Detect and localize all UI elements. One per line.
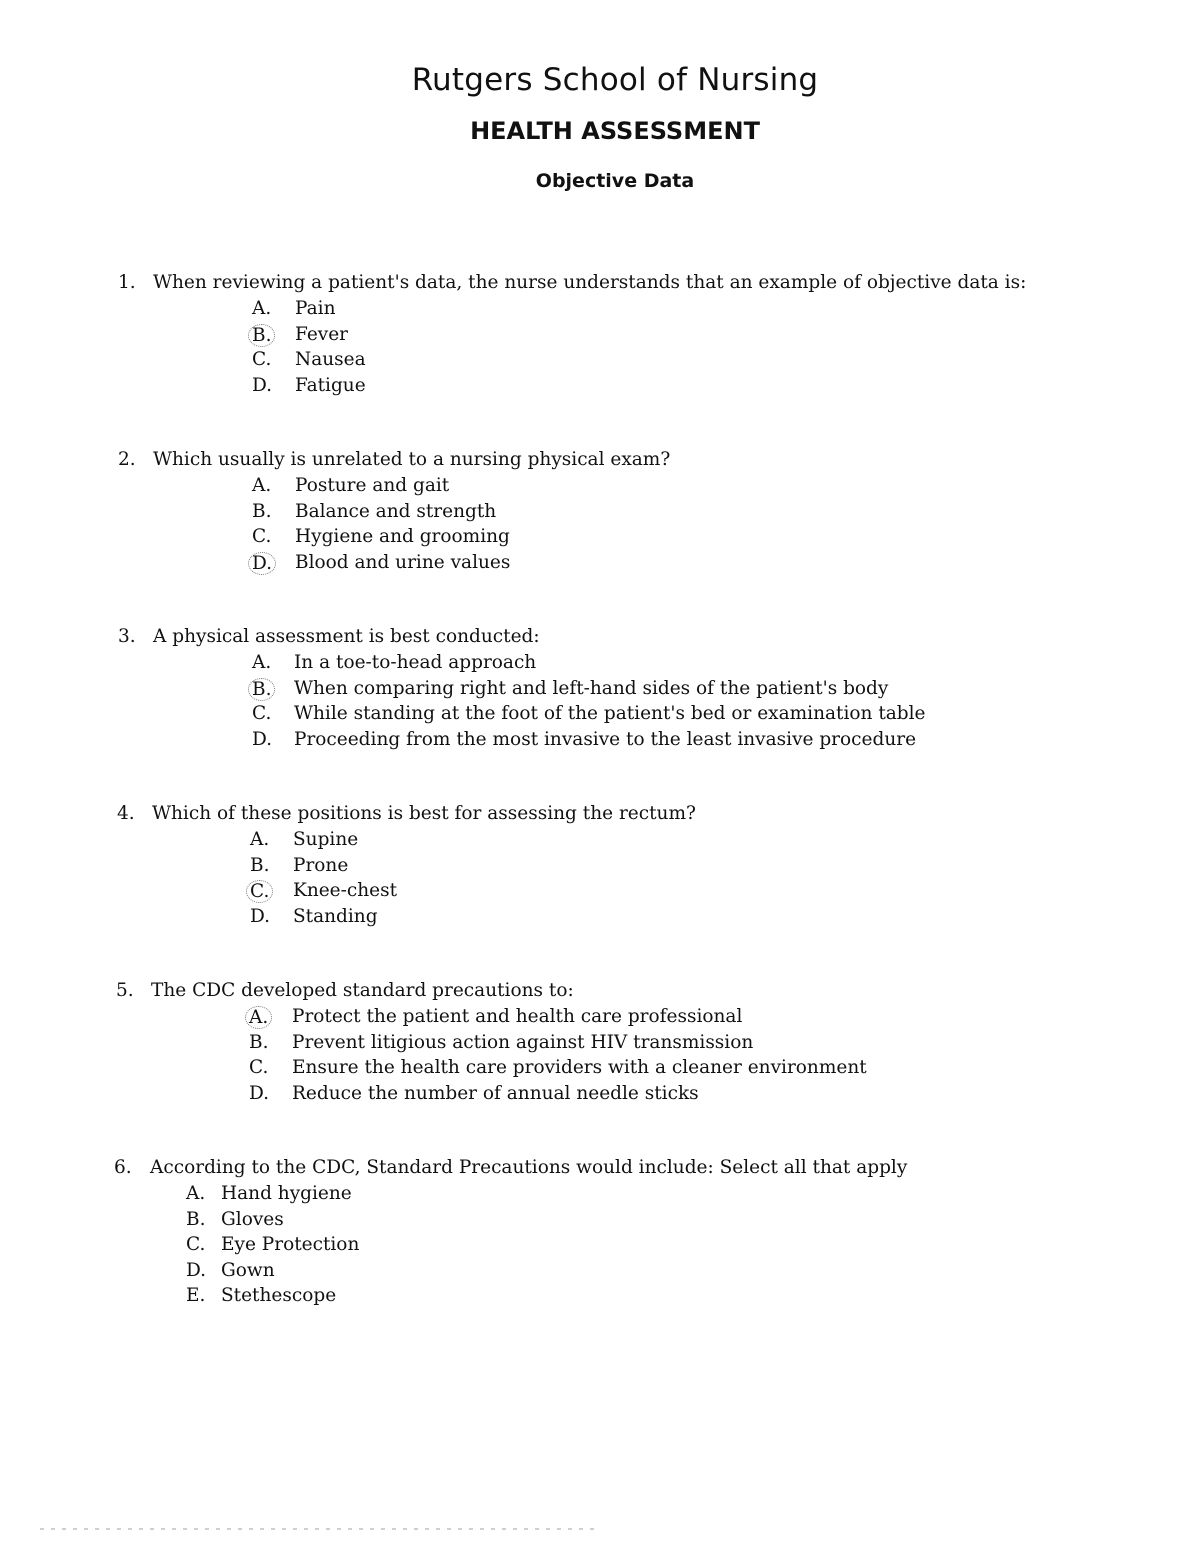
answer-option	[0, 349, 1200, 375]
question-number: 5.	[116, 980, 134, 1001]
answer-option	[0, 678, 1200, 704]
scan-artifact	[40, 1528, 600, 1530]
option-text: Pain	[295, 298, 336, 319]
option-text: Blood and urine values	[295, 551, 511, 573]
option-text: Stethescope	[221, 1285, 337, 1306]
option-letter: D.	[252, 728, 273, 750]
option-letter: B.	[248, 324, 275, 347]
option-letter: B.	[250, 854, 270, 876]
option-text: Balance and strength	[295, 500, 497, 522]
option-letter: C.	[252, 703, 272, 724]
question-text: A physical assessment is best conducted:	[153, 626, 540, 647]
option-text: Supine	[293, 829, 359, 850]
answer-option	[0, 552, 1200, 578]
answer-option	[0, 1032, 1200, 1058]
option-letter: A.	[252, 298, 272, 319]
document-subtitle: Objective Data	[535, 170, 695, 192]
answer-option	[0, 1057, 1200, 1083]
question-number: 4.	[117, 803, 135, 824]
answer-option	[0, 475, 1200, 501]
option-letter: A.	[252, 652, 272, 673]
answer-option	[0, 1260, 1200, 1286]
option-letter: B.	[249, 1031, 269, 1053]
option-text: Hygiene and grooming	[295, 526, 510, 547]
question-number: 1.	[118, 272, 136, 293]
question-number: 3.	[118, 626, 136, 647]
question-number: 6.	[114, 1157, 132, 1178]
option-text: While standing at the foot of the patient's bed or examination table	[294, 703, 926, 724]
option-letter: D.	[249, 1082, 270, 1104]
option-text: Knee-chest	[293, 880, 398, 901]
question-number: 2.	[118, 449, 136, 470]
question-text: When reviewing a patient's data, the nurse understands that an example of objective data is:	[153, 272, 1027, 293]
option-letter: D.	[252, 374, 273, 396]
answer-option	[0, 1234, 1200, 1260]
question-text: Which of these positions is best for assessing the rectum?	[152, 803, 696, 824]
option-text: Proceeding from the most invasive to the least invasive procedure	[294, 728, 917, 750]
answer-option	[0, 298, 1200, 324]
option-letter: B.	[186, 1208, 206, 1230]
option-text: Fatigue	[295, 374, 366, 396]
option-letter: D.	[250, 905, 271, 927]
question-6	[0, 1157, 1200, 1311]
option-text: Ensure the health care providers with a cleaner environment	[292, 1057, 867, 1078]
question-text: Which usually is unrelated to a nursing physical exam?	[153, 449, 671, 470]
option-text: In a toe-to-head approach	[294, 652, 537, 673]
option-letter: D.	[248, 552, 276, 575]
answer-option	[0, 1006, 1200, 1032]
option-text: Standing	[293, 905, 378, 927]
option-letter: C.	[252, 526, 272, 547]
option-text: Gown	[221, 1259, 275, 1281]
question-text: According to the CDC, Standard Precautions would include: Select all that apply	[150, 1157, 908, 1178]
option-letter: A.	[252, 475, 272, 496]
option-letter: B.	[252, 500, 272, 522]
option-text: Fever	[295, 323, 349, 345]
answer-option	[0, 906, 1200, 932]
answer-option	[0, 501, 1200, 527]
answer-option	[0, 375, 1200, 401]
answer-option	[0, 1209, 1200, 1235]
answer-option	[0, 829, 1200, 855]
option-letter: C.	[252, 349, 272, 370]
option-text: Gloves	[221, 1208, 284, 1230]
option-text: Nausea	[295, 349, 366, 370]
document-title: HEALTH ASSESSMENT	[470, 117, 760, 145]
option-letter: C.	[249, 1057, 269, 1078]
question-text: The CDC developed standard precautions to:	[151, 980, 574, 1001]
option-letter: C.	[186, 1234, 206, 1255]
answer-option	[0, 703, 1200, 729]
option-letter: C.	[246, 880, 273, 903]
answer-option	[0, 324, 1200, 350]
question-1	[0, 272, 1200, 400]
option-text: Prevent litigious action against HIV transmission	[292, 1031, 754, 1053]
option-letter: A.	[186, 1183, 206, 1204]
option-letter: E.	[186, 1285, 206, 1306]
answer-option	[0, 526, 1200, 552]
question-3	[0, 626, 1200, 754]
option-text: Hand hygiene	[221, 1183, 352, 1204]
option-letter: B.	[248, 678, 275, 701]
option-letter: D.	[186, 1259, 207, 1281]
answer-option	[0, 1183, 1200, 1209]
option-text: Reduce the number of annual needle sticks	[292, 1082, 699, 1104]
option-text: Posture and gait	[295, 475, 450, 496]
option-text: When comparing right and left-hand sides of the patient's body	[294, 677, 889, 699]
answer-option	[0, 855, 1200, 881]
answer-option	[0, 1285, 1200, 1311]
option-text: Prone	[293, 854, 349, 876]
answer-option	[0, 1083, 1200, 1109]
question-4	[0, 803, 1200, 931]
school-name: Rutgers School of Nursing	[411, 62, 819, 98]
answer-option	[0, 880, 1200, 906]
option-letter: A.	[245, 1006, 272, 1029]
answer-option	[0, 729, 1200, 755]
question-5	[0, 980, 1200, 1108]
option-letter: A.	[250, 829, 270, 850]
question-2	[0, 449, 1200, 577]
answer-option	[0, 652, 1200, 678]
option-text: Eye Protection	[221, 1234, 360, 1255]
option-text: Protect the patient and health care professional	[292, 1006, 743, 1027]
